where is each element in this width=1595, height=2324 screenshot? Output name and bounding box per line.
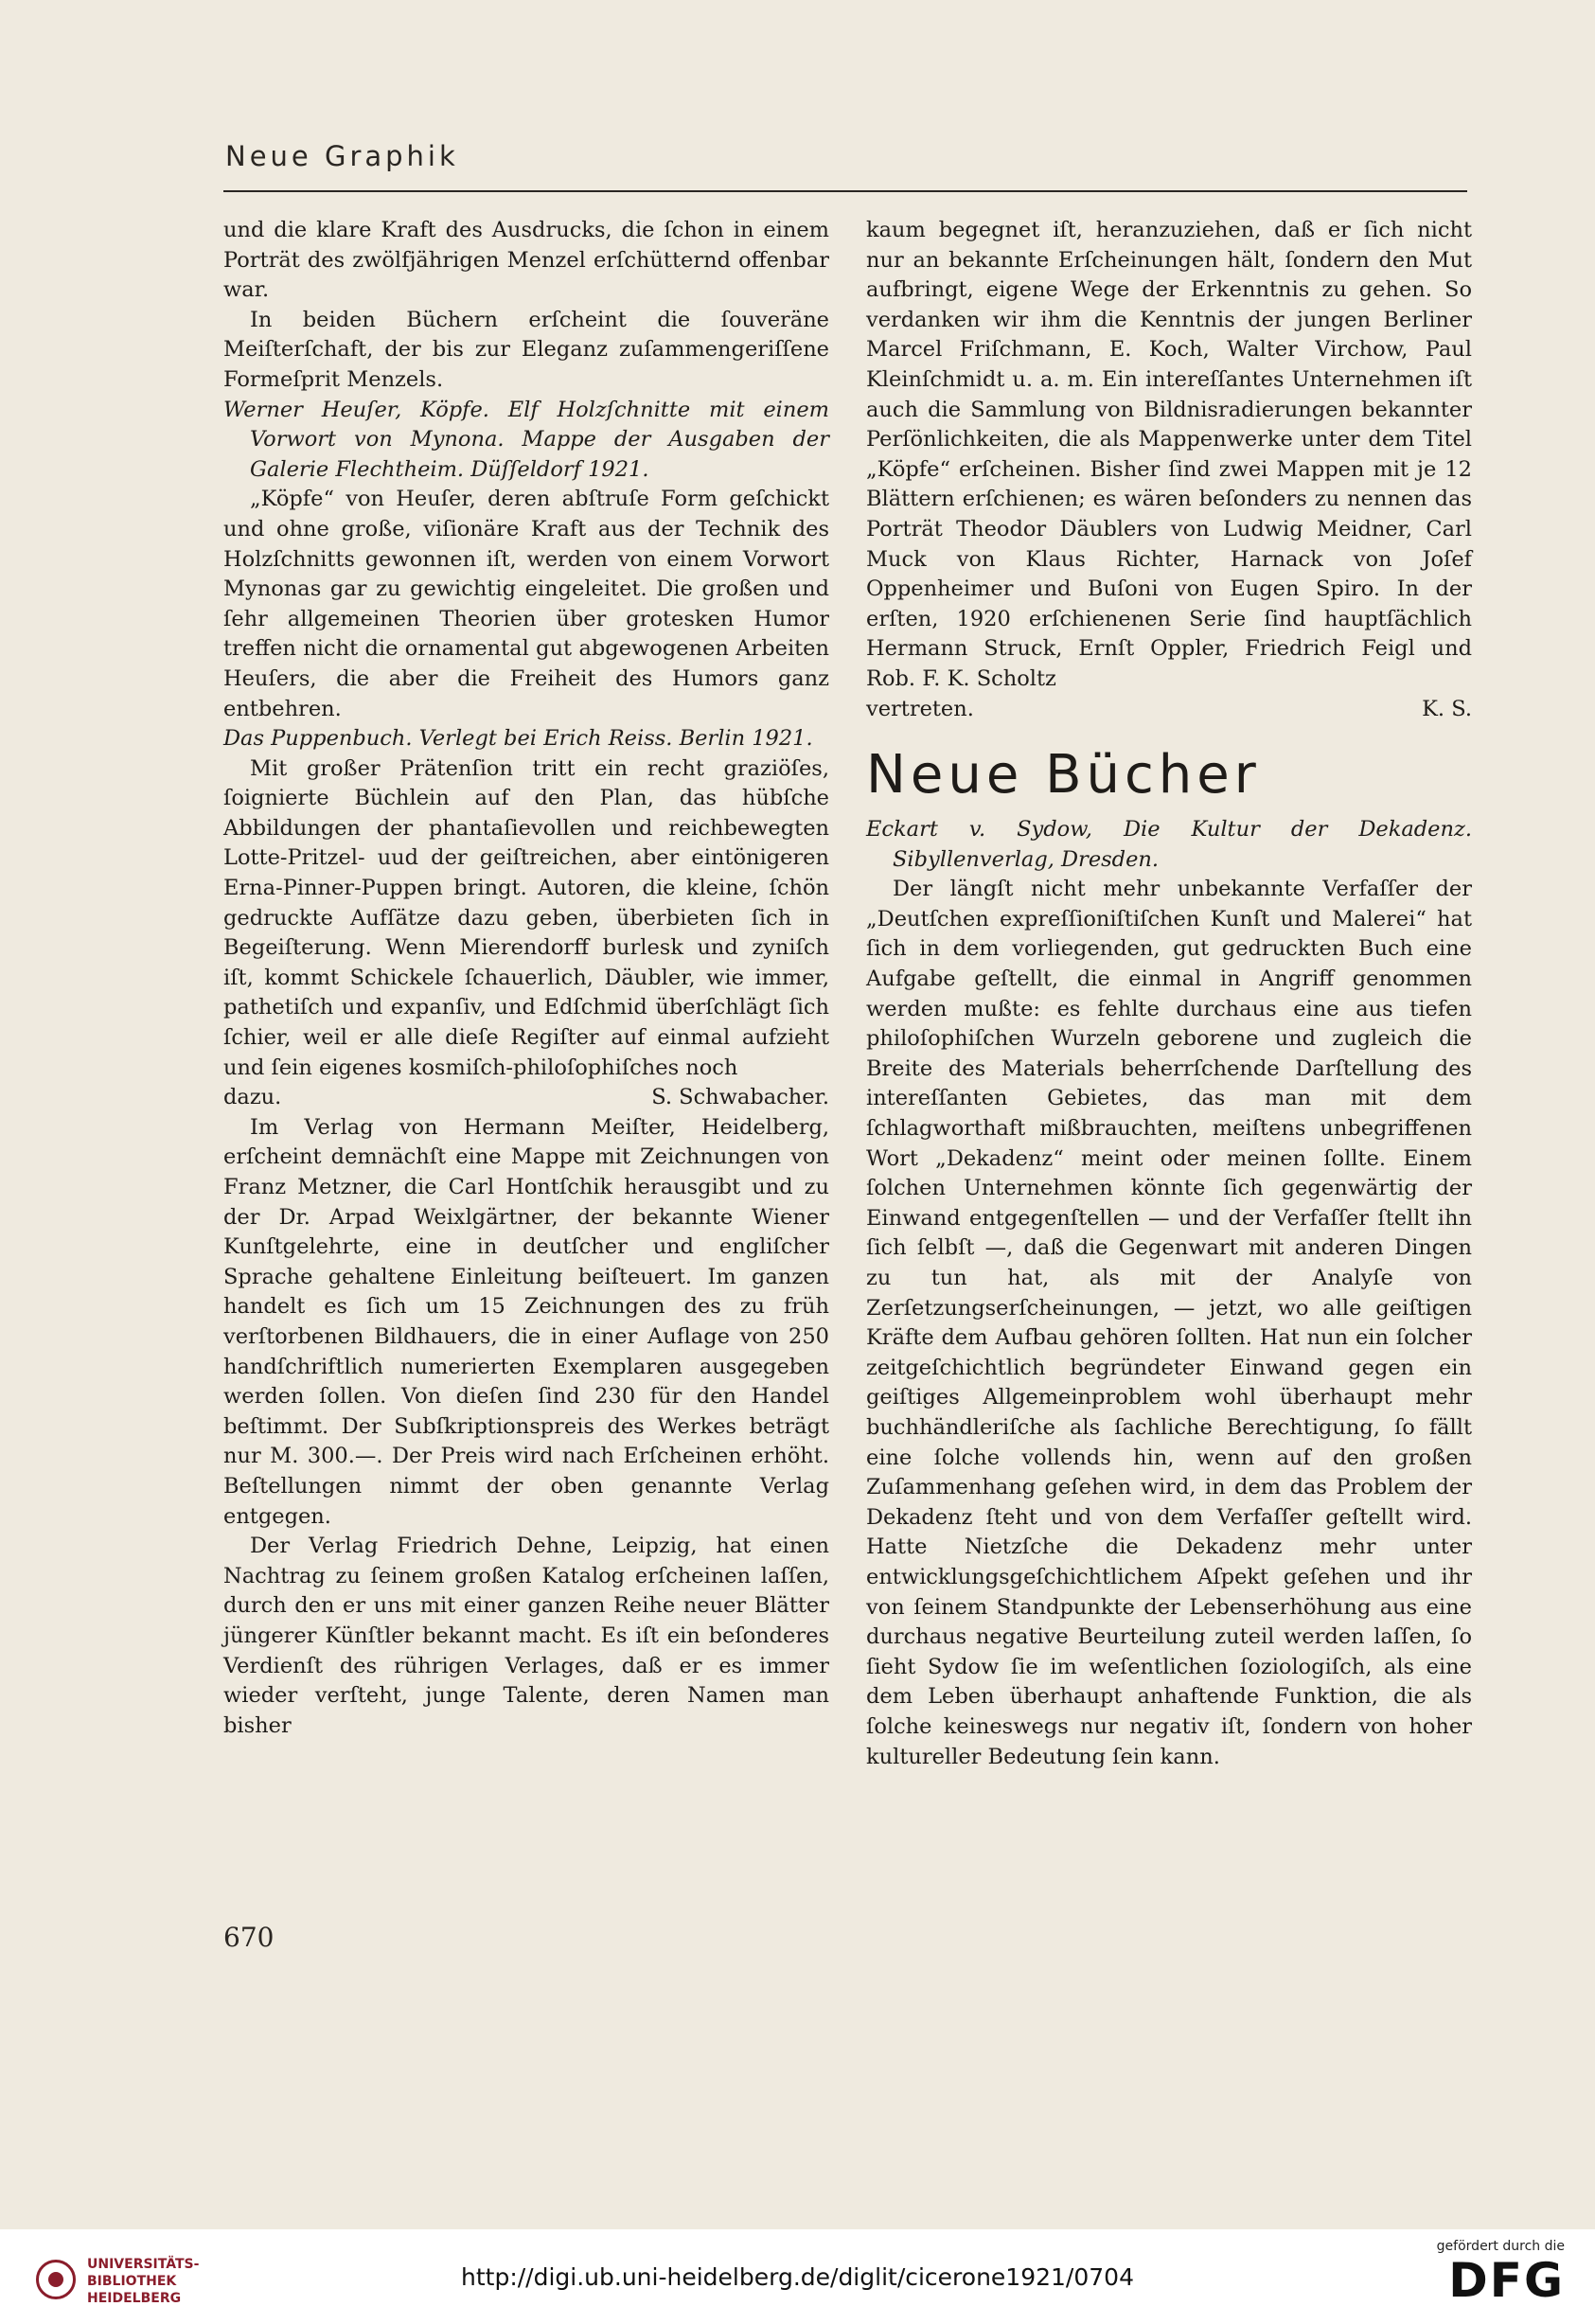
signature-line bbox=[866, 695, 1472, 725]
library-name-line3: HEIDELBERG bbox=[87, 2291, 182, 2306]
funding-note: gefördert durch die bbox=[1436, 2239, 1565, 2254]
digitization-footer bbox=[0, 2229, 1595, 2324]
right-column bbox=[866, 216, 1472, 1772]
paragraph: Mit großer Prätenſion tritt ein recht graziöſes, ſoignierte Büchlein auf den Plan, das hübſche Abbildungen der phantaſievollen und reichbewegten Lotte-Pritzel- uud der geiſtreichen, aber eintönigeren Erna-Pinner-Puppen bringt. Autoren, die kleine, ſchön gedruckte Aufſätze dazu geben, überbieten ſich in Begeiſterung. Wenn Mierendorff burlesk und zyniſch iſt, kommt Schickele ſchauerlich, Däubler, wie immer, pathetiſch und expanſiv, und Edſchmid überſchlägt ſich ſchier, weil er alle dieſe Regiſter auf einmal aufzieht und ſein eigenes kosmiſch-philoſophiſches noch bbox=[223, 755, 829, 1080]
running-head: Neue Graphik bbox=[225, 140, 459, 172]
library-name-line1: UNIVERSITÄTS- bbox=[87, 2257, 200, 2272]
book-reference: Das Puppenbuch. Verlegt bei Erich Reiss. Berlin 1921. bbox=[223, 726, 813, 752]
signature-line-end: vertreten. bbox=[866, 696, 974, 721]
paragraph: „Köpfe“ von Heuſer, deren abſtruſe Form geſchickt und ohne große, viſionäre Kraft aus der Technik des Holzſchnitts gewonnen iſt, werden von einem Vorwort Mynonas gar zu gewichtig eingeleitet. Die großen und ſehr allgemeinen Theorien über grotesken Humor treffen nicht die ornamental gut abgewogenen Arbeiten Heuſers, die aber die Freiheit des Humors ganz entbehren. bbox=[223, 487, 829, 721]
paragraph: Der Verlag Friedrich Dehne, Leipzig, hat einen Nachtrag zu ſeinem großen Katalog erſcheinen laſſen, durch den er uns mit einer ganzen Reihe neuer Blätter jüngerer Künſtler bekannt macht. Es iſt ein beſonderes Verdienſt des rührigen Verlages, daß er es immer wieder verſteht, junge Talente, deren Namen man bisher bbox=[223, 1534, 829, 1738]
paragraph: und die klare Kraft des Ausdrucks, die ſchon in einem Porträt des zwölfjährigen Menzel erſchütternd offenbar war. bbox=[223, 218, 829, 303]
page-number: 670 bbox=[223, 1922, 275, 1953]
author-signature: K. S. bbox=[1422, 696, 1472, 721]
library-name-line2: BIBLIOTHEK bbox=[87, 2274, 177, 2289]
paragraph: kaum begegnet iſt, heranzuziehen, daß er ſich nicht nur an bekannte Erſcheinungen hält, ſondern den Mut aufbringt, eigene Wege der Erkenntnis zu gehen. So verdanken wir ihm die Kenntnis der jungen Berliner Marcel Friſchmann, E. Koch, Walter Virchow, Paul Kleinſchmidt u. a. m. Ein intereſſantes Unternehmen iſt auch die Sammlung von Bildnisradierungen bekannter Perſönlichkeiten, die als Mappenwerke unter dem Titel „Köpfe“ erſcheinen. Bisher ſind zwei Mappen mit je 12 Blättern erſchienen; es wären beſonders zu nennen das Porträt Theodor Däublers von Ludwig Meidner, Carl Muck von Klaus Richter, Harnack von Joſef Oppenheimer und Buſoni von Eugen Spiro. In der erſten, 1920 erſchienenen Serie ſind hauptſächlich Hermann Struck, Ernſt Oppler, Friedrich Feigl und Rob. F. K. Scholtz bbox=[866, 218, 1472, 691]
paragraph: In beiden Büchern erſcheint die ſouveräne Meiſterſchaft, der bis zur Eleganz zuſammengeriſſene Formeſprit Menzels. bbox=[223, 307, 829, 392]
section-title: Neue Bücher bbox=[866, 744, 1261, 807]
book-reference: Werner Heuſer, Köpfe. Elf Holzſchnitte mit einem Vorwort von Mynona. Mappe der Ausgaben der Galerie Flechtheim. Düſſeldorf 1921. bbox=[223, 397, 829, 482]
left-column bbox=[223, 216, 829, 1741]
header-rule bbox=[223, 190, 1467, 192]
author-signature: S. Schwabacher. bbox=[651, 1085, 829, 1110]
paragraph: Der längſt nicht mehr unbekannte Verfaſſer der „Deutſchen expreſſioniſtiſchen Kunſt und Malerei“ hat ſich in dem vorliegenden, gut gedruckten Buch eine Aufgabe geſtellt, die einmal in Angriff genommen werden mußte: es fehlte durchaus eine aus tiefen philoſophiſchen Wurzeln geborene und zugleich die Breite des Materials beherrſchende Darſtellung des intereſſanten Gebietes, das man mit dem ſchlagworthaft mißbrauchten, meiſtens unbegriffenen Wort „Dekadenz“ meint oder meinen ſollte. Einem ſolchen Unternehmen könnte ſich gegenwärtig der Einwand entgegenſtellen — und der Verfaſſer ſtellt ihn ſich ſelbſt —, daß die Gegenwart mit anderen Dingen zu tun hat, als mit der Analyſe von Zerſetzungserſcheinungen, — jetzt, wo alle geiſtigen Kräfte dem Aufbau gehören ſollten. Hat nun ein ſolcher zeitgeſchichtlich begründeter Einwand gegen ein geiſtiges Allgemeinproblem wohl überhaupt mehr buchhändleriſche als ſachliche Berechtigung, ſo fällt eine ſolche vollends hin, wenn auf den großen Zuſammenhang geſehen wird, in dem das Problem der Dekadenz ſteht und von dem Verfaſſer geſtellt wird. Hatte Nietzſche die Dekadenz mehr unter entwicklungsgeſchichtlichem Aſpekt geſehen und ihr von ſeinem Standpunkte der Lebenserhöhung aus eine durchaus negative Beurteilung zuteil werden laſſen, ſo ſieht Sydow ſie im weſentlichen ſoziologiſch, als eine dem Leben überhaupt anhaftende Funktion, die als ſolche keineswegs nur negativ iſt, ſondern von hoher kultureller Bedeutung ſein kann. bbox=[866, 877, 1472, 1769]
funding-badge[interactable] bbox=[1394, 2239, 1565, 2307]
book-reference: Eckart v. Sydow, Die Kultur der Dekadenz. Sibyllenverlag, Dresden. bbox=[866, 817, 1472, 872]
signature-line bbox=[223, 1083, 829, 1113]
dfg-logo: DFG bbox=[1448, 2253, 1565, 2308]
paragraph: Im Verlag von Hermann Meiſter, Heidelberg, erſcheint demnächſt eine Mappe mit Zeichnungen von Franz Metzner, die Carl Hontſchik herausgibt und zu der Dr. Arpad Weixlgärtner, der bekannte Wiener Kunſtgelehrte, eine in deutſcher und engliſcher Sprache gehaltene Einleitung beiſteuert. Im ganzen handelt es ſich um 15 Zeichnungen des zu früh verſtorbenen Bildhauers, die in einer Auflage von 250 handſchriftlich numerierten Exemplaren ausgegeben werden ſollen. Von dieſen ſind 230 für den Handel beſtimmt. Der Subſkriptionspreis des Werkes beträgt nur M. 300.—. Der Preis wird nach Erſcheinen erhöht. Beſtellungen nimmt der oben genannte Verlag entgegen. bbox=[223, 1114, 829, 1529]
signature-line-end: dazu. bbox=[223, 1085, 282, 1110]
permalink-url[interactable]: http://digi.ub.uni-heidelberg.de/diglit/cicerone1921/0704 bbox=[461, 2263, 1134, 2291]
